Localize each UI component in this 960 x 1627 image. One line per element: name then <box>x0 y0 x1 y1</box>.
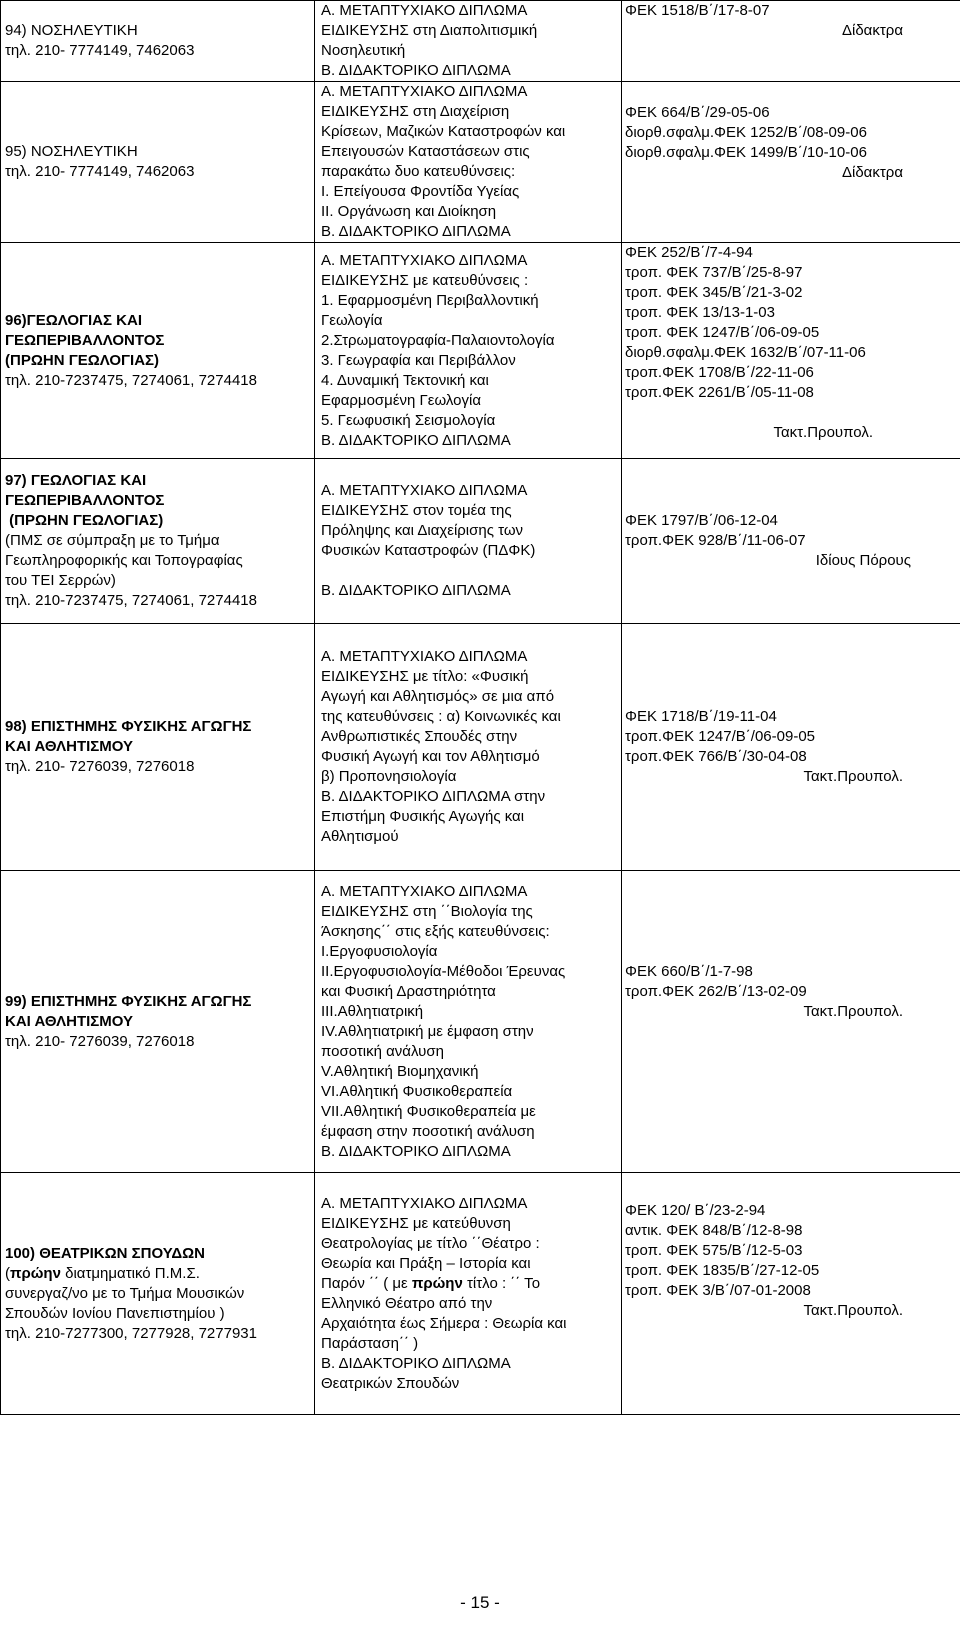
program-line: Α. ΜΕΤΑΠΤΥΧΙΑΚΟ ΔΙΠΛΩΜΑ <box>321 482 528 499</box>
fek-line: τροπ. ΦΕΚ 575/Β΄/12-5-03 <box>625 1242 803 1259</box>
program-line: Γεωλογία <box>321 311 383 329</box>
program-line: Α. ΜΕΤΑΠΤΥΧΙΑΚΟ ΔΙΠΛΩΜΑ <box>321 1194 528 1212</box>
program-line: Νοσηλευτική <box>321 42 406 59</box>
program-line: Ι. Επείγουσα Φροντίδα Υγείας <box>321 183 520 200</box>
department-cell <box>1 82 315 243</box>
program-line: Αθλητισμού <box>321 828 399 845</box>
department-name: 95) ΝΟΣΗΛΕΥΤΙΚΗ <box>5 143 138 160</box>
department-cell <box>1 1 315 82</box>
program-line <box>321 561 621 581</box>
program-cell <box>315 624 622 871</box>
program-line: Β. ΔΙΔΑΚΤΟΡΙΚΟ ΔΙΠΛΩΜΑ <box>321 223 511 240</box>
program-line: και Φυσική Δραστηριότητα <box>321 982 496 1000</box>
department-name: 98) ΕΠΙΣΤΗΜΗΣ ΦΥΣΙΚΗΣ ΑΓΩΓΗΣ <box>5 718 252 735</box>
department-note: Γεωπληροφορικής και Τοπογραφίας <box>5 552 243 569</box>
program-line: β) Προπονησιολογία <box>321 768 457 785</box>
department-phone: τηλ. 210-7277300, 7277928, 7277931 <box>5 1324 257 1342</box>
program-line: Θεατρικών Σπουδών <box>321 1374 460 1392</box>
program-line: έμφαση στην ποσοτική ανάλυση <box>321 1122 535 1140</box>
program-line: Α. ΜΕΤΑΠΤΥΧΙΑΚΟ ΔΙΠΛΩΜΑ <box>321 2 528 19</box>
department-note: Σπουδών Ιονίου Πανεπιστημίου ) <box>5 1304 225 1322</box>
department-note: (ΠΜΣ σε σύμπραξη με το Τμήμα <box>5 532 220 549</box>
program-line: 2.Στρωματογραφία-Παλαιοντολογία <box>321 331 555 349</box>
fek-line: διορθ.σφαλμ.ΦΕΚ 1499/Β΄/10-10-06 <box>625 144 867 161</box>
department-name: (ΠΡΩΗΝ ΓΕΩΛΟΓΙΑΣ) <box>5 512 164 529</box>
program-line: Ανθρωπιστικές Σπουδές στην <box>321 728 518 745</box>
department-cell <box>1 459 315 624</box>
department-name: (ΠΡΩΗΝ ΓΕΩΛΟΓΙΑΣ) <box>5 351 160 369</box>
program-cell <box>315 82 622 243</box>
department-cell <box>1 624 315 871</box>
funding-status: Τακτ.Προυπολ. <box>803 1003 903 1020</box>
fek-cell <box>622 459 960 624</box>
fek-line: διορθ.σφαλμ.ΦΕΚ 1632/Β΄/07-11-06 <box>625 344 866 361</box>
program-line: ΕΙΔΙΚΕΥΣΗΣ με κατευθύνσεις : <box>321 271 529 289</box>
program-line: Φυσικών Καταστροφών (ΠΔΦΚ) <box>321 542 536 559</box>
program-line: ΙΙ. Οργάνωση και Διοίκηση <box>321 203 497 220</box>
table-row <box>1 459 960 624</box>
fek-line: τροπ. ΦΕΚ 345/Β΄/21-3-02 <box>625 284 803 301</box>
table-row <box>1 624 960 871</box>
program-line: Επειγουσών Καταστάσεων στις <box>321 143 530 160</box>
program-cell <box>315 1173 622 1415</box>
table-row <box>1 243 960 459</box>
department-note: συνεργαζ/νο με το Τμήμα Μουσικών <box>5 1284 245 1302</box>
funding-status: Δίδακτρα <box>841 22 903 39</box>
program-line: Εφαρμοσμένη Γεωλογία <box>321 391 482 409</box>
program-line: Πρόληψης και Διαχείρισης των <box>321 522 524 539</box>
table-row <box>1 82 960 243</box>
program-line: Β. ΔΙΔΑΚΤΟΡΙΚΟ ΔΙΠΛΩΜΑ <box>321 1354 511 1372</box>
department-name: 99) ΕΠΙΣΤΗΜΗΣ ΦΥΣΙΚΗΣ ΑΓΩΓΗΣ <box>5 992 252 1010</box>
fek-cell <box>622 871 960 1173</box>
fek-line: τροπ.ΦΕΚ 766/Β΄/30-04-08 <box>625 748 807 765</box>
fek-line: τροπ. ΦΕΚ 1835/Β΄/27-12-05 <box>625 1262 820 1279</box>
fek-line: διορθ.σφαλμ.ΦΕΚ 1252/Β΄/08-09-06 <box>625 124 867 141</box>
program-line: 5. Γεωφυσική Σεισμολογία <box>321 411 496 429</box>
program-line: ΕΙΔΙΚΕΥΣΗΣ στον τομέα της <box>321 502 512 519</box>
department-name: 97) ΓΕΩΛΟΓΙΑΣ ΚΑΙ <box>5 472 147 489</box>
program-line: ΕΙΔΙΚΕΥΣΗΣ με κατεύθυνση <box>321 1214 511 1232</box>
department-name: ΚΑΙ ΑΘΛΗΤΙΣΜΟΥ <box>5 1012 134 1030</box>
fek-line: τροπ.ΦΕΚ 928/Β΄/11-06-07 <box>625 532 806 549</box>
program-line: ΙΙ.Εργοφυσιολογία-Μέθοδοι Έρευνας <box>321 962 566 980</box>
program-line: VII.Αθλητική Φυσικοθεραπεία με <box>321 1102 536 1120</box>
program-cell <box>315 1 622 82</box>
program-line: ΕΙΔΙΚΕΥΣΗΣ στη Διαχείριση <box>321 103 510 120</box>
program-line: Άσκησης΄΄ στις εξής κατευθύνσεις: <box>321 922 550 940</box>
program-line: Κρίσεων, Μαζικών Καταστροφών και <box>321 123 566 140</box>
fek-line: ΦΕΚ 1797/Β΄/06-12-04 <box>625 512 778 529</box>
program-line: Θεωρία και Πράξη – Ιστορία και <box>321 1254 531 1272</box>
department-note: (πρώην διατμηματικό Π.Μ.Σ. <box>5 1264 200 1282</box>
fek-line: ΦΕΚ 664/Β΄/29-05-06 <box>625 104 770 121</box>
program-cell <box>315 459 622 624</box>
department-name: ΚΑΙ ΑΘΛΗΤΙΣΜΟΥ <box>5 738 134 755</box>
department-name: 96)ΓΕΩΛΟΓΙΑΣ ΚΑΙ <box>5 311 143 329</box>
program-line: ποσοτική ανάλυση <box>321 1042 444 1060</box>
table-row <box>1 1 960 82</box>
department-name: 100) ΘΕΑΤΡΙΚΩΝ ΣΠΟΥΔΩΝ <box>5 1244 206 1262</box>
funding-status: Τακτ.Προυπολ. <box>803 768 903 785</box>
program-line: Β. ΔΙΔΑΚΤΟΡΙΚΟ ΔΙΠΛΩΜΑ <box>321 582 511 599</box>
table-row <box>1 871 960 1173</box>
program-line: Αρχαιότητα έως Σήμερα : Θεωρία και <box>321 1314 567 1332</box>
fek-line: ΦΕΚ 120/ Β΄/23-2-94 <box>625 1202 766 1219</box>
program-line: Α. ΜΕΤΑΠΤΥΧΙΑΚΟ ΔΙΠΛΩΜΑ <box>321 648 528 665</box>
funding-status: Δίδακτρα <box>841 164 903 181</box>
program-line: Παρόν ΄΄ ( με πρώην τίτλο : ΄΄ Το <box>321 1274 541 1292</box>
department-phone: τηλ. 210-7237475, 7274061, 7274418 <box>5 371 257 389</box>
program-line: Θεατρολογίας με τίτλο ΄΄Θέατρο : <box>321 1234 540 1252</box>
program-line: Α. ΜΕΤΑΠΤΥΧΙΑΚΟ ΔΙΠΛΩΜΑ <box>321 83 528 100</box>
program-line: ΕΙΔΙΚΕΥΣΗΣ με τίτλο: «Φυσική <box>321 668 529 685</box>
program-cell <box>315 243 622 459</box>
department-note: του ΤΕΙ Σερρών) <box>5 572 116 589</box>
table-row <box>1 1173 960 1415</box>
fek-line: τροπ. ΦΕΚ 3/Β΄/07-01-2008 <box>625 1282 811 1299</box>
program-line: παρακάτω δυο κατευθύνσεις: <box>321 163 516 180</box>
funding-status: Τακτ.Προυπολ. <box>773 424 873 441</box>
fek-line: ΦΕΚ 1718/Β΄/19-11-04 <box>625 708 777 725</box>
page-number: - 15 - <box>460 1593 500 1612</box>
program-line: VI.Αθλητική Φυσικοθεραπεία <box>321 1082 513 1100</box>
fek-line: τροπ. ΦΕΚ 1247/Β΄/06-09-05 <box>625 324 820 341</box>
program-line: Φυσική Αγωγή και τον Αθλητισμό <box>321 748 540 765</box>
program-line: ΕΙΔΙΚΕΥΣΗΣ στη Διαπολιτισμική <box>321 22 538 39</box>
program-line: Ι.Εργοφυσιολογία <box>321 942 438 960</box>
fek-line: τροπ. ΦΕΚ 737/Β΄/25-8-97 <box>625 264 803 281</box>
funding-status: Ιδίους Πόρους <box>815 552 911 569</box>
program-line: Α. ΜΕΤΑΠΤΥΧΙΑΚΟ ΔΙΠΛΩΜΑ <box>321 251 528 269</box>
program-line: Παράσταση΄΄ ) <box>321 1334 419 1352</box>
program-line: Επιστήμη Φυσικής Αγωγής και <box>321 808 525 825</box>
department-name: ΓΕΩΠΕΡΙΒΑΛΛΟΝΤΟΣ <box>5 492 165 509</box>
fek-line: ΦΕΚ 660/Β΄/1-7-98 <box>625 963 753 980</box>
fek-cell <box>622 243 960 459</box>
department-phone: τηλ. 210-7237475, 7274061, 7274418 <box>5 592 257 609</box>
fek-line: τροπ.ΦΕΚ 262/Β΄/13-02-09 <box>625 983 807 1000</box>
program-line: 3. Γεωγραφία και Περιβάλλον <box>321 351 516 369</box>
program-cell <box>315 871 622 1173</box>
fek-cell <box>622 1173 960 1415</box>
program-line: Β. ΔΙΔΑΚΤΟΡΙΚΟ ΔΙΠΛΩΜΑ στην <box>321 788 546 805</box>
fek-cell <box>622 624 960 871</box>
program-line: IV.Αθλητιατρική με έμφαση στην <box>321 1022 534 1040</box>
department-cell <box>1 1173 315 1415</box>
fek-cell <box>622 82 960 243</box>
program-line: V.Αθλητική Βιομηχανική <box>321 1062 479 1080</box>
program-line: Β. ΔΙΔΑΚΤΟΡΙΚΟ ΔΙΠΛΩΜΑ <box>321 62 511 79</box>
department-phone: τηλ. 210- 7276039, 7276018 <box>5 758 195 775</box>
fek-line: τροπ.ΦΕΚ 2261/Β΄/05-11-08 <box>625 384 814 401</box>
department-phone: τηλ. 210- 7774149, 7462063 <box>5 42 195 59</box>
department-cell <box>1 871 315 1173</box>
department-name: ΓΕΩΠΕΡΙΒΑΛΛΟΝΤΟΣ <box>5 331 165 349</box>
program-line: Α. ΜΕΤΑΠΤΥΧΙΑΚΟ ΔΙΠΛΩΜΑ <box>321 882 528 900</box>
department-cell <box>1 243 315 459</box>
fek-line: τροπ.ΦΕΚ 1708/Β΄/22-11-06 <box>625 364 814 381</box>
program-line: ΙΙΙ.Αθλητιατρική <box>321 1002 424 1020</box>
fek-line: ΦΕΚ 252/Β΄/7-4-94 <box>625 244 753 261</box>
department-phone: τηλ. 210- 7276039, 7276018 <box>5 1032 195 1050</box>
department-phone: τηλ. 210- 7774149, 7462063 <box>5 163 195 180</box>
fek-line: τροπ. ΦΕΚ 13/13-1-03 <box>625 304 775 321</box>
fek-cell <box>622 1 960 82</box>
fek-line: ΦΕΚ 1518/Β΄/17-8-07 <box>625 2 770 19</box>
program-line: Ελληνικό Θέατρο από την <box>321 1294 493 1312</box>
program-line: Β. ΔΙΔΑΚΤΟΡΙΚΟ ΔΙΠΛΩΜΑ <box>321 431 511 449</box>
program-line: 4. Δυναμική Τεκτονική και <box>321 371 489 389</box>
program-line: 1. Εφαρμοσμένη Περιβαλλοντική <box>321 291 539 309</box>
funding-status: Τακτ.Προυπολ. <box>803 1302 903 1319</box>
program-line: Β. ΔΙΔΑΚΤΟΡΙΚΟ ΔΙΠΛΩΜΑ <box>321 1142 511 1160</box>
fek-line: τροπ.ΦΕΚ 1247/Β΄/06-09-05 <box>625 728 815 745</box>
program-line: Αγωγή και Αθλητισμός» σε μια από <box>321 688 555 705</box>
program-line: της κατευθύνσεις : α) Κοινωνικές και <box>321 708 561 725</box>
fek-line: αντικ. ΦΕΚ 848/Β΄/12-8-98 <box>625 1222 803 1239</box>
program-line: ΕΙΔΙΚΕΥΣΗΣ στη ΄΄Βιολογία της <box>321 902 533 920</box>
department-name: 94) ΝΟΣΗΛΕΥΤΙΚΗ <box>5 22 138 39</box>
